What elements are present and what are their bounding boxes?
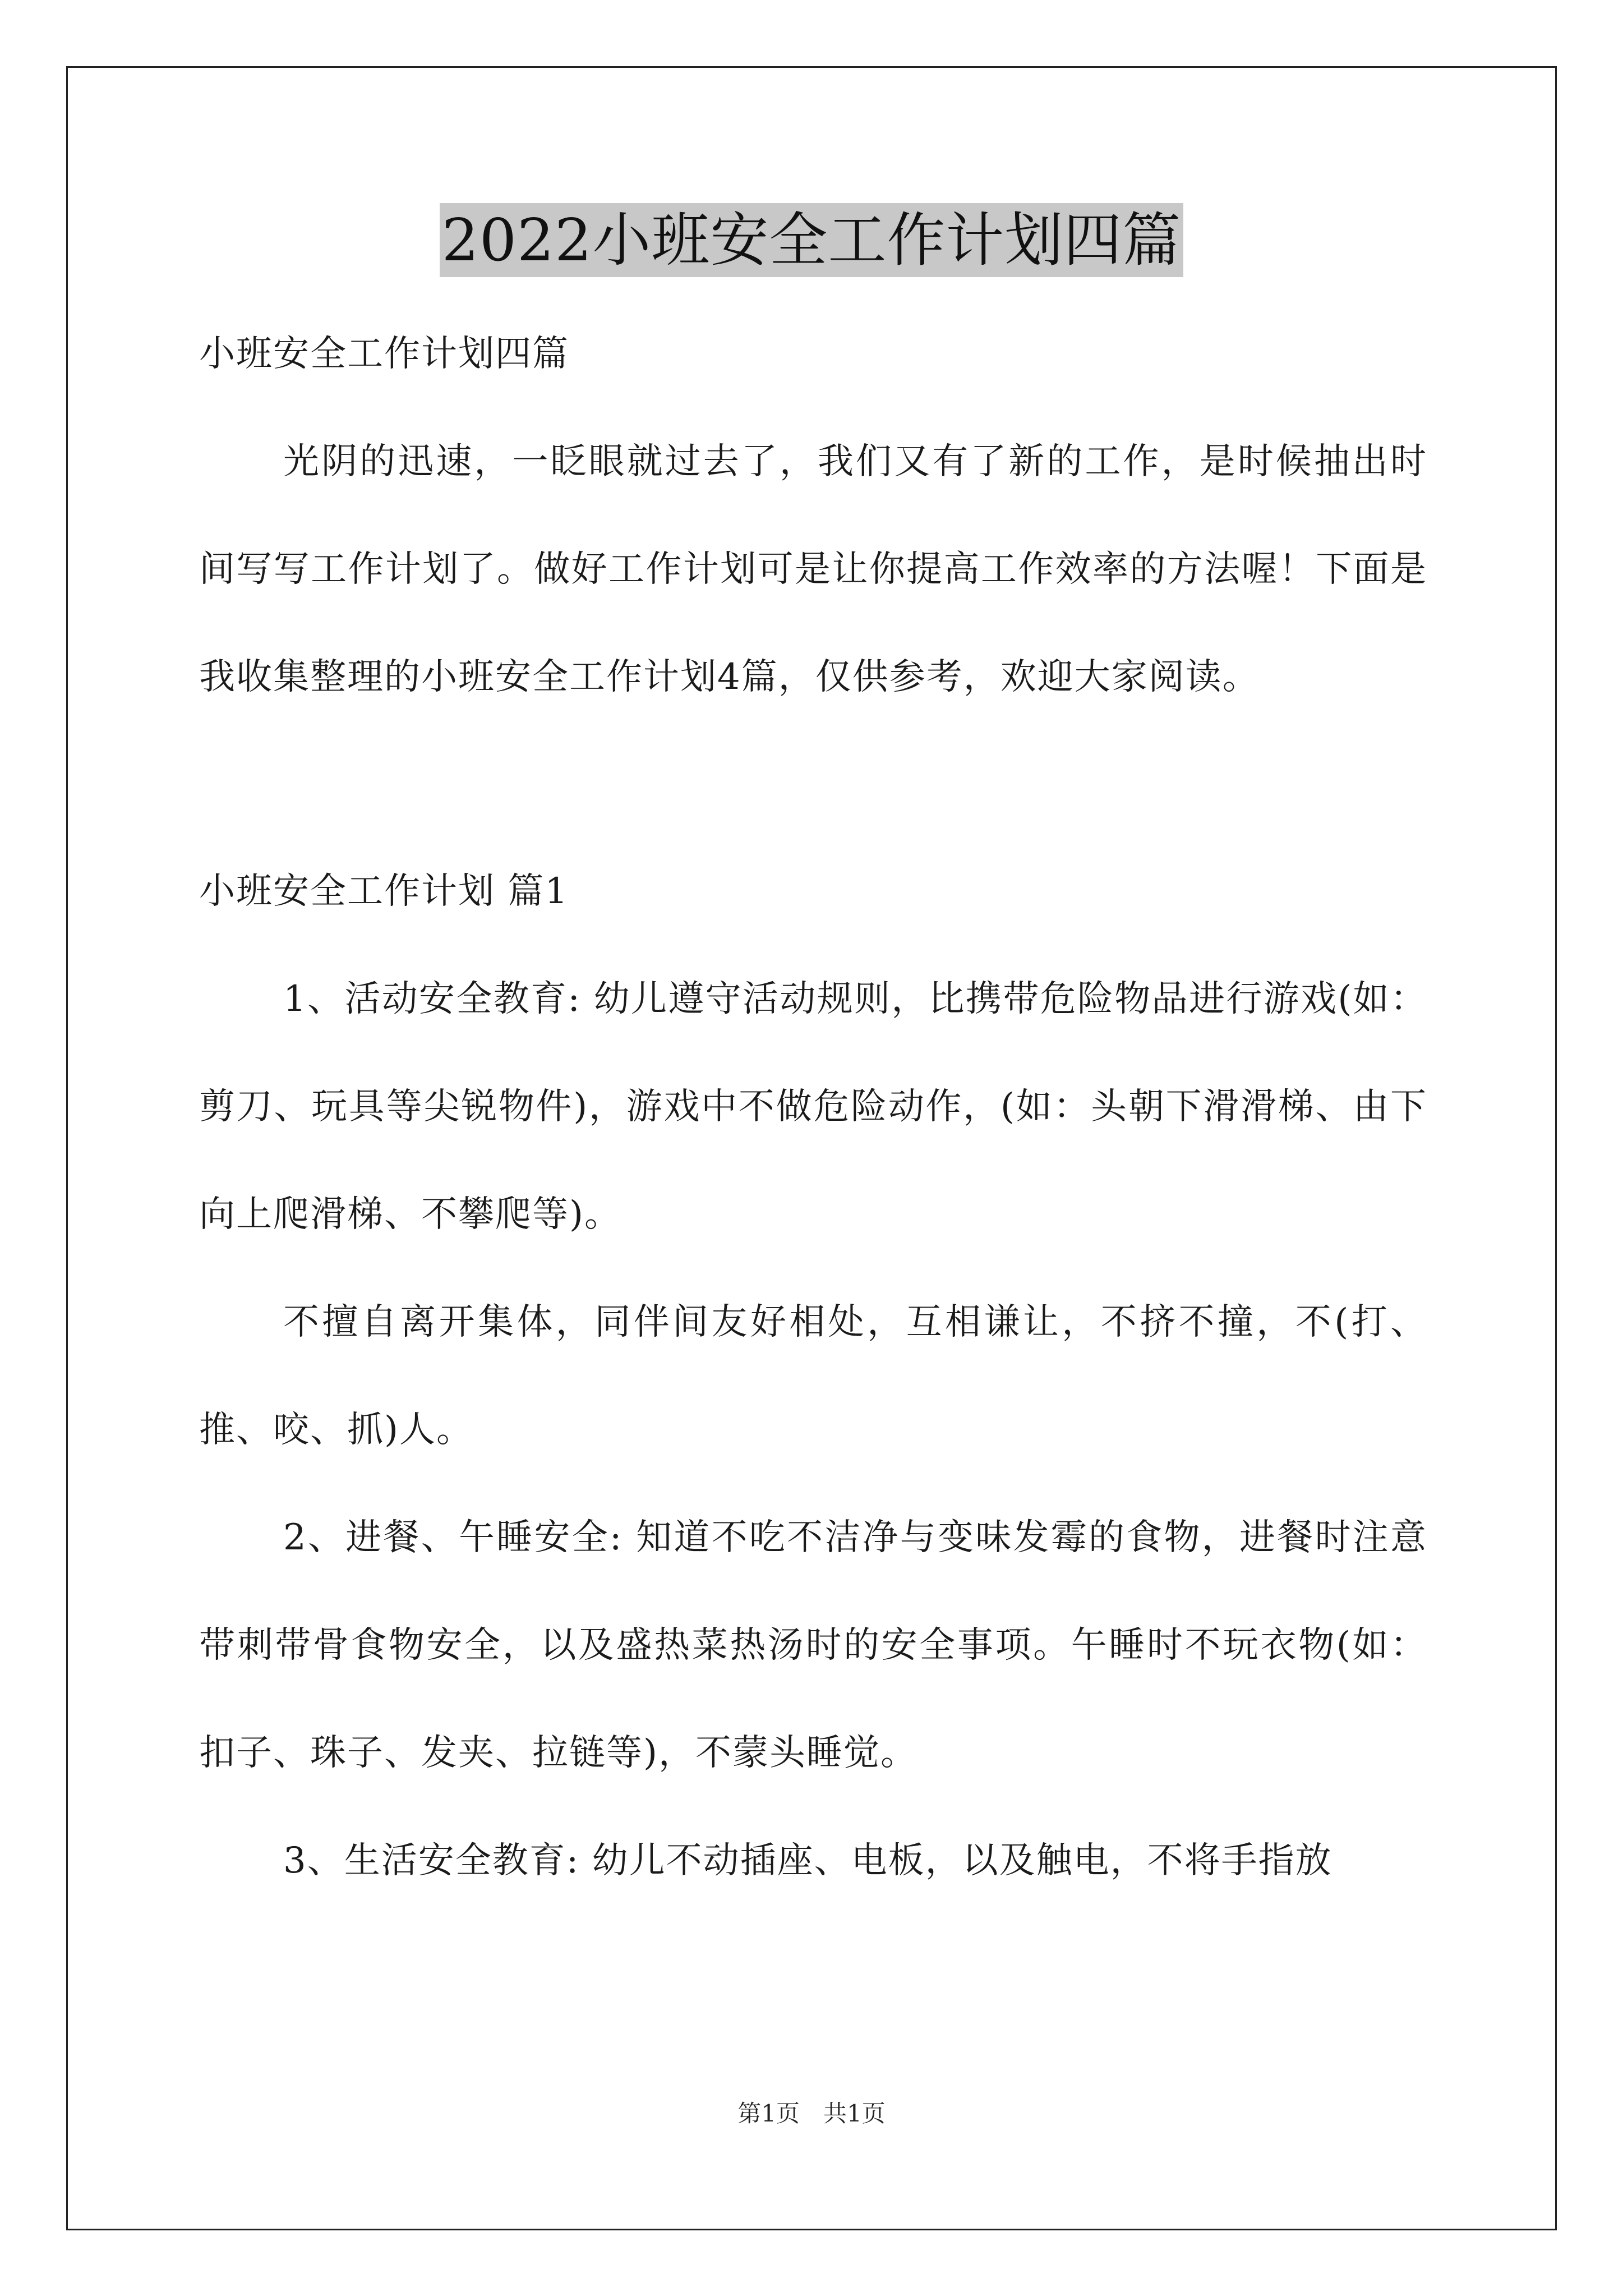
title-container xyxy=(0,203,1623,277)
body-paragraph: 1、活动安全教育: 幼儿遵守活动规则，比携带危险物品进行游戏(如：剪刀、玩具等尖锐物件)，游戏中不做危险动作，(如：头朝下滑滑梯、由下向上爬滑梯、不攀爬等)。 xyxy=(199,978,1427,1235)
document-body xyxy=(199,300,1427,1915)
body-paragraph: 不擅自离开集体，同伴间友好相处，互相谦让，不挤不撞，不(打、推、咬、抓)人。 xyxy=(199,1301,1427,1451)
body-paragraph: 2、进餐、午睡安全: 知道不吃不洁净与变味发霉的食物，进餐时注意带刺带骨食物安全，以及盛热菜热汤时的安全事项。午睡时不玩衣物(如：扣子、珠子、发夹、拉链等)，不蒙头睡觉。 xyxy=(199,1517,1427,1774)
document-title: 2022小班安全工作计划四篇 xyxy=(440,203,1184,277)
subtitle: 小班安全工作计划四篇 xyxy=(199,333,569,375)
section-heading: 小班安全工作计划 篇1 xyxy=(199,871,569,912)
intro-paragraph: 光阴的迅速，一眨眼就过去了，我们又有了新的工作，是时候抽出时间写写工作计划了。做好工作计划可是让你提高工作效率的方法喔！下面是我收集整理的小班安全工作计划4篇，仅供参考，欢迎大家阅读。 xyxy=(199,441,1427,698)
body-paragraph: 3、生活安全教育: 幼儿不动插座、电板，以及触电，不将手指放 xyxy=(283,1840,1332,1881)
section-spacer xyxy=(199,731,1427,838)
page-footer: 第1页 共1页 xyxy=(737,2100,886,2127)
